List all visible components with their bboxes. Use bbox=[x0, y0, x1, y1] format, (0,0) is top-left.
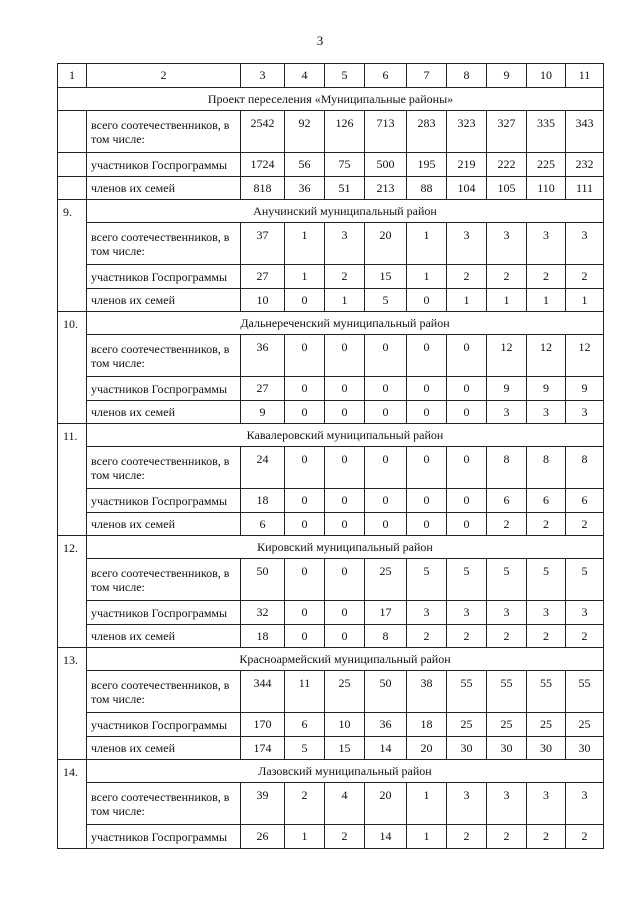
value-cell: 11 bbox=[285, 671, 325, 713]
value-cell: 18 bbox=[241, 489, 285, 513]
value-cell: 12 bbox=[527, 335, 566, 377]
value-cell: 3 bbox=[487, 401, 527, 424]
value-cell: 4 bbox=[325, 783, 365, 825]
value-cell: 225 bbox=[527, 153, 566, 177]
section-title: Лазовский муниципальный район bbox=[87, 760, 604, 783]
value-cell: 0 bbox=[407, 401, 447, 424]
value-cell: 170 bbox=[241, 713, 285, 737]
value-cell: 8 bbox=[527, 447, 566, 489]
value-cell: 3 bbox=[566, 601, 604, 625]
table-row bbox=[58, 489, 604, 513]
value-cell: 0 bbox=[285, 559, 325, 601]
value-cell: 0 bbox=[285, 489, 325, 513]
value-cell: 5 bbox=[447, 559, 487, 601]
value-cell: 36 bbox=[285, 177, 325, 200]
value-cell: 12 bbox=[566, 335, 604, 377]
value-cell: 27 bbox=[241, 377, 285, 401]
value-cell: 25 bbox=[566, 713, 604, 737]
value-cell: 2 bbox=[285, 783, 325, 825]
value-cell: 818 bbox=[241, 177, 285, 200]
section-number: 13. bbox=[58, 648, 87, 760]
value-cell: 2 bbox=[447, 265, 487, 289]
value-cell: 0 bbox=[285, 447, 325, 489]
value-cell: 6 bbox=[285, 713, 325, 737]
value-cell: 30 bbox=[487, 737, 527, 760]
section-header-row bbox=[58, 88, 604, 111]
value-cell: 56 bbox=[285, 153, 325, 177]
value-cell: 0 bbox=[407, 335, 447, 377]
value-cell: 0 bbox=[285, 289, 325, 312]
row-label: членов их семей bbox=[87, 289, 241, 312]
value-cell: 5 bbox=[407, 559, 447, 601]
value-cell: 0 bbox=[447, 377, 487, 401]
table-row bbox=[58, 713, 604, 737]
value-cell: 222 bbox=[487, 153, 527, 177]
row-label: всего соотечественников, в том числе: bbox=[87, 671, 241, 713]
row-label: всего соотечественников, в том числе: bbox=[87, 111, 241, 153]
section-title: Проект переселения «Муниципальные районы» bbox=[58, 88, 604, 111]
value-cell: 0 bbox=[285, 335, 325, 377]
column-number: 10 bbox=[527, 64, 566, 88]
value-cell: 25 bbox=[447, 713, 487, 737]
value-cell: 6 bbox=[487, 489, 527, 513]
value-cell: 0 bbox=[325, 401, 365, 424]
value-cell: 0 bbox=[447, 401, 487, 424]
value-cell: 10 bbox=[325, 713, 365, 737]
column-number: 6 bbox=[365, 64, 407, 88]
page-number: 3 bbox=[316, 33, 324, 48]
value-cell: 10 bbox=[241, 289, 285, 312]
value-cell: 1 bbox=[566, 289, 604, 312]
table-row bbox=[58, 153, 604, 177]
value-cell: 283 bbox=[407, 111, 447, 153]
value-cell: 2 bbox=[527, 625, 566, 648]
value-cell: 0 bbox=[407, 447, 447, 489]
column-number: 2 bbox=[87, 64, 241, 88]
row-label: участников Госпрограммы bbox=[87, 825, 241, 849]
value-cell: 2 bbox=[527, 513, 566, 536]
table-row bbox=[58, 671, 604, 713]
value-cell: 232 bbox=[566, 153, 604, 177]
value-cell: 0 bbox=[365, 401, 407, 424]
value-cell: 1 bbox=[407, 265, 447, 289]
value-cell: 14 bbox=[365, 825, 407, 849]
value-cell: 0 bbox=[407, 289, 447, 312]
value-cell: 2 bbox=[566, 825, 604, 849]
value-cell: 55 bbox=[487, 671, 527, 713]
value-cell: 14 bbox=[365, 737, 407, 760]
value-cell: 0 bbox=[325, 335, 365, 377]
table-row bbox=[58, 223, 604, 265]
value-cell: 39 bbox=[241, 783, 285, 825]
table-row bbox=[58, 265, 604, 289]
section-number: 14. bbox=[58, 760, 87, 849]
section-header-row bbox=[58, 648, 604, 671]
value-cell: 0 bbox=[365, 335, 407, 377]
value-cell: 343 bbox=[566, 111, 604, 153]
value-cell: 12 bbox=[487, 335, 527, 377]
value-cell: 36 bbox=[241, 335, 285, 377]
value-cell: 2 bbox=[487, 825, 527, 849]
value-cell: 6 bbox=[527, 489, 566, 513]
table-row bbox=[58, 401, 604, 424]
value-cell: 3 bbox=[325, 223, 365, 265]
value-cell: 25 bbox=[487, 713, 527, 737]
value-cell: 37 bbox=[241, 223, 285, 265]
value-cell: 25 bbox=[527, 713, 566, 737]
value-cell: 0 bbox=[285, 377, 325, 401]
value-cell: 2 bbox=[447, 825, 487, 849]
value-cell: 20 bbox=[407, 737, 447, 760]
value-cell: 1724 bbox=[241, 153, 285, 177]
value-cell: 3 bbox=[407, 601, 447, 625]
value-cell: 50 bbox=[365, 671, 407, 713]
column-number: 1 bbox=[58, 64, 87, 88]
value-cell: 111 bbox=[566, 177, 604, 200]
value-cell: 2 bbox=[566, 625, 604, 648]
value-cell: 5 bbox=[566, 559, 604, 601]
value-cell: 335 bbox=[527, 111, 566, 153]
value-cell: 18 bbox=[241, 625, 285, 648]
value-cell: 30 bbox=[527, 737, 566, 760]
value-cell: 500 bbox=[365, 153, 407, 177]
value-cell: 26 bbox=[241, 825, 285, 849]
value-cell: 213 bbox=[365, 177, 407, 200]
value-cell: 174 bbox=[241, 737, 285, 760]
value-cell: 30 bbox=[566, 737, 604, 760]
column-number: 8 bbox=[447, 64, 487, 88]
empty-number-cell bbox=[58, 153, 87, 177]
value-cell: 2 bbox=[527, 825, 566, 849]
section-number: 10. bbox=[58, 312, 87, 424]
value-cell: 0 bbox=[325, 489, 365, 513]
value-cell: 9 bbox=[487, 377, 527, 401]
value-cell: 3 bbox=[487, 601, 527, 625]
resettlement-table bbox=[57, 63, 604, 849]
row-label: членов их семей bbox=[87, 625, 241, 648]
table-row bbox=[58, 601, 604, 625]
value-cell: 92 bbox=[285, 111, 325, 153]
value-cell: 55 bbox=[447, 671, 487, 713]
row-label: всего соотечественников, в том числе: bbox=[87, 223, 241, 265]
value-cell: 0 bbox=[285, 401, 325, 424]
value-cell: 105 bbox=[487, 177, 527, 200]
section-number: 11. bbox=[58, 424, 87, 536]
value-cell: 55 bbox=[566, 671, 604, 713]
value-cell: 51 bbox=[325, 177, 365, 200]
row-label: всего соотечественников, в том числе: bbox=[87, 783, 241, 825]
value-cell: 75 bbox=[325, 153, 365, 177]
value-cell: 25 bbox=[365, 559, 407, 601]
value-cell: 5 bbox=[365, 289, 407, 312]
value-cell: 38 bbox=[407, 671, 447, 713]
row-label: участников Госпрограммы bbox=[87, 377, 241, 401]
table-row bbox=[58, 513, 604, 536]
table-row bbox=[58, 289, 604, 312]
value-cell: 5 bbox=[487, 559, 527, 601]
column-number: 3 bbox=[241, 64, 285, 88]
value-cell: 1 bbox=[325, 289, 365, 312]
value-cell: 195 bbox=[407, 153, 447, 177]
section-title: Кавалеровский муниципальный район bbox=[87, 424, 604, 447]
table-row bbox=[58, 737, 604, 760]
value-cell: 6 bbox=[241, 513, 285, 536]
table-row bbox=[58, 447, 604, 489]
row-label: всего соотечественников, в том числе: bbox=[87, 447, 241, 489]
value-cell: 15 bbox=[325, 737, 365, 760]
column-number-row bbox=[58, 64, 604, 88]
section-header-row bbox=[58, 760, 604, 783]
value-cell: 2 bbox=[566, 265, 604, 289]
value-cell: 1 bbox=[285, 825, 325, 849]
value-cell: 36 bbox=[365, 713, 407, 737]
value-cell: 2 bbox=[566, 513, 604, 536]
empty-number-cell bbox=[58, 177, 87, 200]
value-cell: 17 bbox=[365, 601, 407, 625]
value-cell: 1 bbox=[407, 223, 447, 265]
table-body bbox=[58, 64, 604, 849]
value-cell: 2 bbox=[527, 265, 566, 289]
value-cell: 3 bbox=[566, 223, 604, 265]
value-cell: 1 bbox=[407, 783, 447, 825]
value-cell: 323 bbox=[447, 111, 487, 153]
table-row bbox=[58, 377, 604, 401]
value-cell: 0 bbox=[365, 489, 407, 513]
value-cell: 110 bbox=[527, 177, 566, 200]
value-cell: 126 bbox=[325, 111, 365, 153]
value-cell: 5 bbox=[285, 737, 325, 760]
value-cell: 0 bbox=[325, 601, 365, 625]
section-title: Анучинский муниципальный район bbox=[87, 200, 604, 223]
value-cell: 0 bbox=[447, 447, 487, 489]
table-row bbox=[58, 559, 604, 601]
value-cell: 2 bbox=[487, 513, 527, 536]
value-cell: 0 bbox=[407, 513, 447, 536]
value-cell: 20 bbox=[365, 223, 407, 265]
value-cell: 30 bbox=[447, 737, 487, 760]
row-label: членов их семей bbox=[87, 401, 241, 424]
value-cell: 0 bbox=[325, 513, 365, 536]
value-cell: 50 bbox=[241, 559, 285, 601]
table-row bbox=[58, 111, 604, 153]
row-label: членов их семей bbox=[87, 513, 241, 536]
value-cell: 713 bbox=[365, 111, 407, 153]
value-cell: 88 bbox=[407, 177, 447, 200]
value-cell: 1 bbox=[527, 289, 566, 312]
value-cell: 8 bbox=[365, 625, 407, 648]
value-cell: 3 bbox=[527, 783, 566, 825]
value-cell: 15 bbox=[365, 265, 407, 289]
value-cell: 6 bbox=[566, 489, 604, 513]
value-cell: 0 bbox=[325, 447, 365, 489]
row-label: участников Госпрограммы bbox=[87, 153, 241, 177]
value-cell: 32 bbox=[241, 601, 285, 625]
value-cell: 18 bbox=[407, 713, 447, 737]
value-cell: 1 bbox=[285, 223, 325, 265]
value-cell: 327 bbox=[487, 111, 527, 153]
row-label: всего соотечественников, в том числе: bbox=[87, 559, 241, 601]
value-cell: 1 bbox=[407, 825, 447, 849]
value-cell: 3 bbox=[487, 223, 527, 265]
value-cell: 20 bbox=[365, 783, 407, 825]
value-cell: 5 bbox=[527, 559, 566, 601]
value-cell: 0 bbox=[325, 559, 365, 601]
section-header-row bbox=[58, 312, 604, 335]
table-row bbox=[58, 335, 604, 377]
value-cell: 2 bbox=[407, 625, 447, 648]
value-cell: 2 bbox=[447, 625, 487, 648]
value-cell: 0 bbox=[365, 377, 407, 401]
table-row bbox=[58, 625, 604, 648]
value-cell: 3 bbox=[447, 223, 487, 265]
section-number: 12. bbox=[58, 536, 87, 648]
table-row bbox=[58, 783, 604, 825]
value-cell: 344 bbox=[241, 671, 285, 713]
value-cell: 104 bbox=[447, 177, 487, 200]
value-cell: 3 bbox=[527, 601, 566, 625]
value-cell: 0 bbox=[365, 513, 407, 536]
value-cell: 2 bbox=[487, 265, 527, 289]
column-number: 5 bbox=[325, 64, 365, 88]
value-cell: 3 bbox=[487, 783, 527, 825]
value-cell: 3 bbox=[527, 401, 566, 424]
value-cell: 3 bbox=[527, 223, 566, 265]
value-cell: 219 bbox=[447, 153, 487, 177]
value-cell: 1 bbox=[487, 289, 527, 312]
row-label: участников Госпрограммы bbox=[87, 265, 241, 289]
value-cell: 8 bbox=[487, 447, 527, 489]
table-row bbox=[58, 177, 604, 200]
section-number: 9. bbox=[58, 200, 87, 312]
section-header-row bbox=[58, 200, 604, 223]
value-cell: 1 bbox=[447, 289, 487, 312]
value-cell: 9 bbox=[241, 401, 285, 424]
value-cell: 0 bbox=[285, 601, 325, 625]
column-number: 9 bbox=[487, 64, 527, 88]
row-label: участников Госпрограммы bbox=[87, 713, 241, 737]
value-cell: 2 bbox=[325, 265, 365, 289]
value-cell: 0 bbox=[325, 377, 365, 401]
value-cell: 0 bbox=[447, 513, 487, 536]
value-cell: 55 bbox=[527, 671, 566, 713]
value-cell: 27 bbox=[241, 265, 285, 289]
row-label: участников Госпрограммы bbox=[87, 601, 241, 625]
value-cell: 3 bbox=[447, 783, 487, 825]
value-cell: 0 bbox=[285, 513, 325, 536]
row-label: членов их семей bbox=[87, 177, 241, 200]
section-title: Кировский муниципальный район bbox=[87, 536, 604, 559]
value-cell: 3 bbox=[447, 601, 487, 625]
row-label: всего соотечественников, в том числе: bbox=[87, 335, 241, 377]
value-cell: 0 bbox=[407, 489, 447, 513]
section-header-row bbox=[58, 424, 604, 447]
value-cell: 9 bbox=[566, 377, 604, 401]
column-number: 7 bbox=[407, 64, 447, 88]
section-header-row bbox=[58, 536, 604, 559]
value-cell: 3 bbox=[566, 783, 604, 825]
value-cell: 2542 bbox=[241, 111, 285, 153]
value-cell: 8 bbox=[566, 447, 604, 489]
value-cell: 0 bbox=[365, 447, 407, 489]
value-cell: 9 bbox=[527, 377, 566, 401]
value-cell: 3 bbox=[566, 401, 604, 424]
value-cell: 1 bbox=[285, 265, 325, 289]
empty-number-cell bbox=[58, 111, 87, 153]
value-cell: 0 bbox=[325, 625, 365, 648]
value-cell: 0 bbox=[285, 625, 325, 648]
value-cell: 25 bbox=[325, 671, 365, 713]
value-cell: 0 bbox=[447, 335, 487, 377]
value-cell: 2 bbox=[325, 825, 365, 849]
value-cell: 0 bbox=[447, 489, 487, 513]
column-number: 11 bbox=[566, 64, 604, 88]
table-row bbox=[58, 825, 604, 849]
value-cell: 24 bbox=[241, 447, 285, 489]
section-title: Красноармейский муниципальный район bbox=[87, 648, 604, 671]
section-title: Дальнереченский муниципальный район bbox=[87, 312, 604, 335]
value-cell: 0 bbox=[407, 377, 447, 401]
value-cell: 2 bbox=[487, 625, 527, 648]
column-number: 4 bbox=[285, 64, 325, 88]
row-label: членов их семей bbox=[87, 737, 241, 760]
row-label: участников Госпрограммы bbox=[87, 489, 241, 513]
